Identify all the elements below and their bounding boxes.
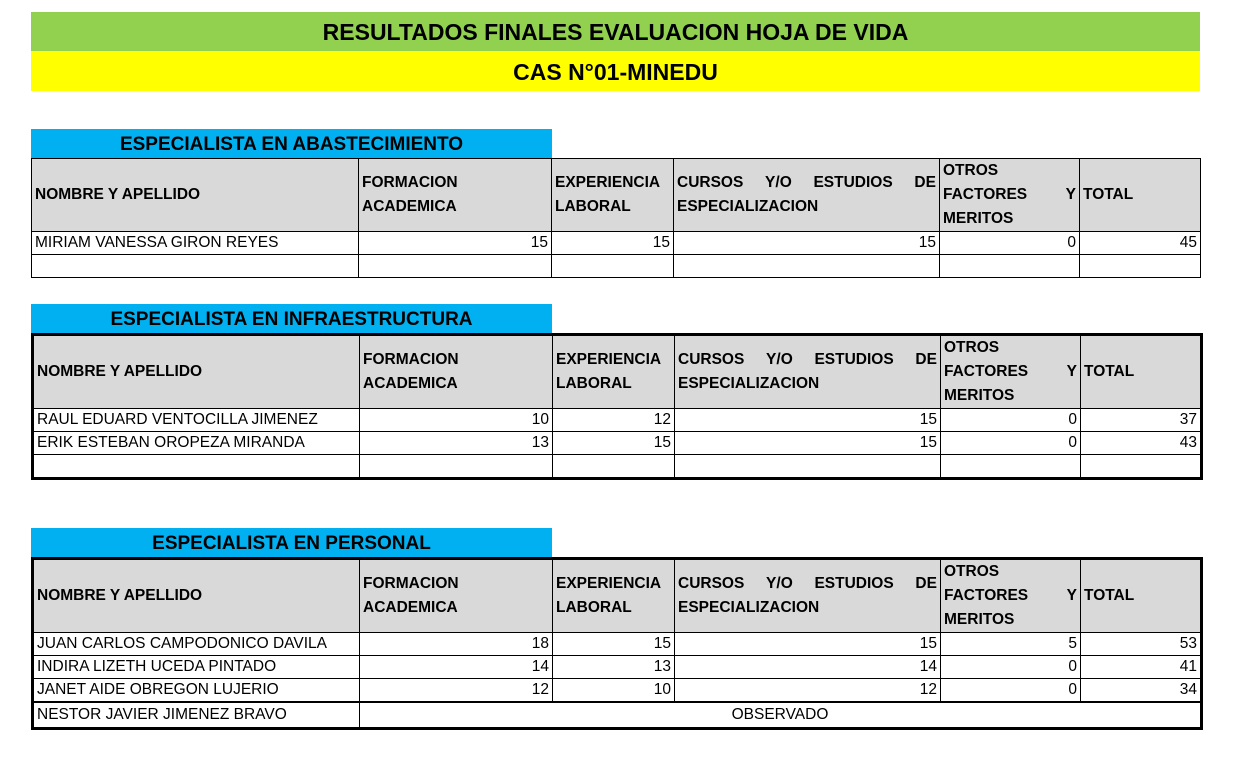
header-experiencia-line2: LABORAL [556,375,632,392]
cell-experiencia: 13 [553,656,675,679]
results-table [31,557,1203,730]
header-otros-y: Y [1066,363,1077,380]
cell-cursos [674,255,940,278]
cell-formacion: 10 [360,409,553,432]
cell-name: MIRIAM VANESSA GIRON REYES [32,232,359,255]
page-subtitle: CAS N°01-MINEDU [31,51,1200,91]
header-name: NOMBRE Y APELLIDO [33,335,360,409]
header-otros [941,559,1081,633]
cell-formacion: 12 [360,679,553,703]
header-formacion-line2: ACADEMICA [362,198,457,215]
cell-otros: 0 [941,432,1081,455]
section-infraestructura [31,304,1200,480]
table-header-row [32,159,1201,232]
header-otros-line1: OTROS [943,162,999,179]
cell-experiencia: 15 [552,232,674,255]
header-otros-y: Y [1066,587,1077,604]
table-row [33,409,1202,432]
cell-otros: 0 [941,656,1081,679]
cell-total [1081,455,1202,479]
cell-formacion: 18 [360,633,553,656]
header-experiencia [553,335,675,409]
header-formacion-line1: FORMACION [363,351,459,368]
header-cursos-w3: ESTUDIOS [814,351,894,368]
header-cursos-w3: ESTUDIOS [813,174,893,191]
cell-total: 37 [1081,409,1202,432]
header-cursos-w2: Y/O [766,351,793,368]
header-otros-line3: MERITOS [943,210,1014,227]
cell-formacion [360,455,553,479]
header-experiencia [553,559,675,633]
table-row-empty [32,255,1201,278]
cell-name: ERIK ESTEBAN OROPEZA MIRANDA [33,432,360,455]
header-otros-line3: MERITOS [944,611,1015,628]
header-cursos-w4: DE [915,575,937,592]
header-total: TOTAL [1081,559,1202,633]
header-cursos-line2: ESPECIALIZACION [678,375,820,392]
header-cursos-w1: CURSOS [678,351,745,368]
header-cursos [674,159,940,232]
section-abastecimiento [31,129,1200,278]
header-cursos-w1: CURSOS [677,174,744,191]
header-formacion-line2: ACADEMICA [363,599,458,616]
table-row-observed [33,702,1202,729]
header-formacion [360,559,553,633]
table-row-empty [33,455,1202,479]
cell-cursos [675,455,941,479]
cell-cursos: 14 [675,656,941,679]
header-cursos-w2: Y/O [766,575,793,592]
cell-otros: 5 [941,633,1081,656]
section-personal [31,528,1200,730]
cell-formacion [359,255,552,278]
header-experiencia-line1: EXPERIENCIA [556,575,662,592]
header-formacion-line2: ACADEMICA [363,375,458,392]
cell-otros [941,455,1081,479]
header-experiencia-line1: EXPERIENCIA [555,174,661,191]
table-header-row [33,559,1202,633]
cell-cursos: 15 [675,409,941,432]
header-otros [940,159,1080,232]
cell-cursos: 15 [674,232,940,255]
cell-experiencia: 12 [553,409,675,432]
cell-total: 45 [1080,232,1201,255]
table-row [33,633,1202,656]
cell-cursos: 15 [675,633,941,656]
cell-otros: 0 [941,409,1081,432]
cell-total: 34 [1081,679,1202,703]
cell-formacion: 13 [360,432,553,455]
cell-name: RAUL EDUARD VENTOCILLA JIMENEZ [33,409,360,432]
table-row [33,432,1202,455]
section-title: ESPECIALISTA EN PERSONAL [31,528,552,557]
cell-name: INDIRA LIZETH UCEDA PINTADO [33,656,360,679]
section-title: ESPECIALISTA EN ABASTECIMIENTO [31,129,552,158]
table-row [32,232,1201,255]
cell-total: 43 [1081,432,1202,455]
header-cursos-w4: DE [914,174,936,191]
header-experiencia-line2: LABORAL [555,198,631,215]
cell-otros [940,255,1080,278]
cell-otros: 0 [941,679,1081,703]
page-title: RESULTADOS FINALES EVALUACION HOJA DE VIDA [31,12,1200,51]
header-formacion [359,159,552,232]
header-otros-line3: MERITOS [944,387,1015,404]
header-otros-line2: FACTORES [944,363,1029,380]
cell-otros: 0 [940,232,1080,255]
header-otros-line2: FACTORES [943,186,1028,203]
cell-cursos: 12 [675,679,941,703]
header-experiencia-line2: LABORAL [556,599,632,616]
cell-cursos: 15 [675,432,941,455]
results-table [31,333,1203,480]
header-otros-line1: OTROS [944,563,1000,580]
table-row [33,656,1202,679]
header-total: TOTAL [1080,159,1201,232]
cell-status-observado: OBSERVADO [360,702,1202,729]
cell-name: JANET AIDE OBREGON LUJERIO [33,679,360,703]
cell-total: 53 [1081,633,1202,656]
header-name: NOMBRE Y APELLIDO [32,159,359,232]
header-cursos [675,559,941,633]
header-cursos-w3: ESTUDIOS [814,575,894,592]
header-cursos-line2: ESPECIALIZACION [678,599,820,616]
cell-name: NESTOR JAVIER JIMENEZ BRAVO [33,702,360,729]
table-row [33,679,1202,703]
cell-formacion: 14 [360,656,553,679]
cell-formacion: 15 [359,232,552,255]
header-formacion-line1: FORMACION [362,174,458,191]
cell-experiencia: 15 [553,432,675,455]
header-total: TOTAL [1081,335,1202,409]
header-cursos-line2: ESPECIALIZACION [677,198,819,215]
header-experiencia-line1: EXPERIENCIA [556,351,662,368]
cell-total [1080,255,1201,278]
cell-experiencia [552,255,674,278]
header-cursos [675,335,941,409]
header-otros-y: Y [1065,186,1076,203]
cell-name: JUAN CARLOS CAMPODONICO DAVILA [33,633,360,656]
results-table [31,158,1201,278]
cell-experiencia [553,455,675,479]
table-header-row [33,335,1202,409]
cell-name [33,455,360,479]
header-cursos-w2: Y/O [765,174,792,191]
header-otros-line2: FACTORES [944,587,1029,604]
header-otros-line1: OTROS [944,339,1000,356]
cell-experiencia: 10 [553,679,675,703]
header-cursos-w1: CURSOS [678,575,745,592]
cell-total: 41 [1081,656,1202,679]
header-formacion [360,335,553,409]
cell-experiencia: 15 [553,633,675,656]
header-otros [941,335,1081,409]
header-cursos-w4: DE [915,351,937,368]
header-formacion-line1: FORMACION [363,575,459,592]
header-name: NOMBRE Y APELLIDO [33,559,360,633]
section-title: ESPECIALISTA EN INFRAESTRUCTURA [31,304,552,333]
header-experiencia [552,159,674,232]
cell-name [32,255,359,278]
